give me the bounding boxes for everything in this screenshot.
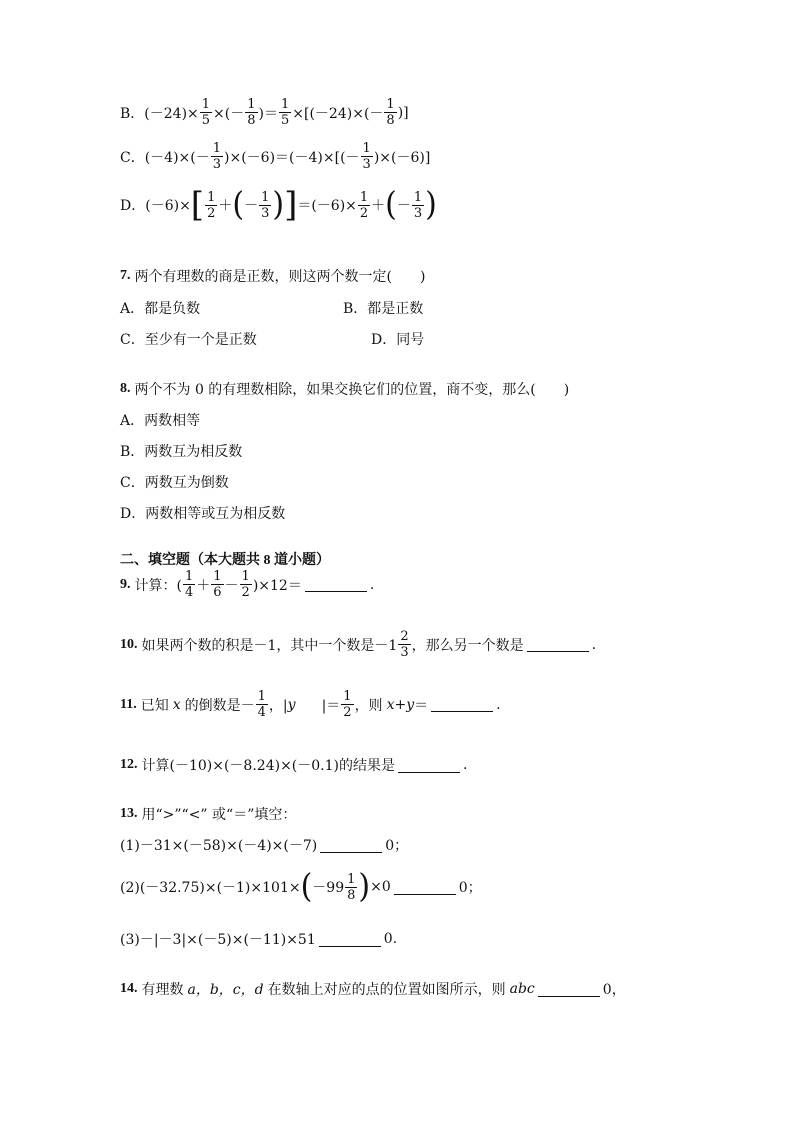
q14: 14. 有理数 a，b，c，d 在数轴上对应的点的位置如图所示，则 abc 0， xyxy=(120,981,626,998)
answer-blank[interactable] xyxy=(394,880,456,895)
fraction: $\frac{1}{4}$ xyxy=(184,569,194,600)
fraction: $\frac{2}{3}$ xyxy=(400,629,409,660)
fraction: $\frac{1}{2}$ xyxy=(359,189,369,221)
q11: 11. 已知 x 的倒数是－ $\frac{1}{4}$ ，| y |＝ $\frac{1}{2}$ ，则 x+y ＝ . xyxy=(120,689,501,720)
q6-option-c: C． (－4)×(－ $\frac{1}{3}$ )×(－6)＝(－4)×[(－ $\frac{1}{3}$ )×(－6)] xyxy=(120,141,431,172)
q7-stem: 7. 两个有理数的商是正数，则这两个数一定( ) xyxy=(120,268,426,285)
fraction: $\frac{1}{3}$ xyxy=(362,141,371,172)
fraction: $\frac{1}{5}$ xyxy=(281,97,290,128)
q13-part1: (1)－31×(－58)×(－4)×(－7) 0； xyxy=(120,838,409,854)
q7-option-c: C．至少有一个是正数 xyxy=(120,332,257,348)
fraction: $\frac{1}{6}$ xyxy=(213,569,222,600)
fraction: $\frac{1}{8}$ xyxy=(386,97,395,128)
q6-option-b: B． (－24)× $\frac{1}{5}$ ×(－ $\frac{1}{8}$ )＝ $\frac{1}{5}$ ×[(－24)×(－ $\frac{1}{8}$ )] xyxy=(120,97,409,128)
answer-blank[interactable] xyxy=(319,932,381,947)
q13-part3: (3)－|－3|×(－5)×(－11)×51 0. xyxy=(120,931,398,948)
fraction: $\frac{1}{3}$ xyxy=(212,141,222,172)
fraction: $\frac{1}{5}$ xyxy=(201,97,211,128)
q8-stem: 8. 两个不为 0 的有理数相除，如果交换它们的位置，商不变，那么( ) xyxy=(120,381,570,398)
fraction: $\frac{1}{8}$ xyxy=(347,871,356,903)
q7-option-d: D．同号 xyxy=(371,332,425,348)
q8-option-a: A．两数相等 xyxy=(120,413,201,429)
q8-option-b: B．两数互为相反数 xyxy=(120,444,243,460)
q9: 9. 计算：( $\frac{1}{4}$ ＋ $\frac{1}{6}$ － $\frac{1}{2}$ )×12＝ . xyxy=(120,569,375,600)
section-title: 二、填空题（本大题共 8 道小题） xyxy=(120,553,330,568)
q8-option-d: D．两数相等或互为相反数 xyxy=(120,506,286,522)
answer-blank[interactable] xyxy=(320,838,382,853)
fraction: $\frac{1}{8}$ xyxy=(247,97,256,128)
answer-blank[interactable] xyxy=(527,637,589,652)
fraction: $\frac{1}{3}$ xyxy=(261,189,270,221)
q6-option-d: D． (－6)× [ $\frac{1}{2}$ ＋ ( － $\frac{1}{3}$ ) ] ＝(－6)× $\frac{1}{2}$ ＋ ( － $\frac{1}{3}$ ) xyxy=(120,185,437,225)
q13-stem: 13. 用“>”“<” 或“＝”填空： xyxy=(120,806,297,823)
q12: 12. 计算(－10)×(－8.24)×(－0.1)的结果是 . xyxy=(120,757,468,774)
q13-part2: (2)(－32.75)×(－1)×101× ( －99 $\frac{1}{8}$ ) ×0 0； xyxy=(120,867,482,906)
q7-option-a: A．都是负数 xyxy=(120,301,201,317)
q10: 10. 如果两个数的积是－1，其中一个数是－1 $\frac{2}{3}$ ，那么另一个数是 . xyxy=(120,629,597,660)
fraction: $\frac{1}{2}$ xyxy=(343,689,352,720)
fraction: $\frac{1}{3}$ xyxy=(413,189,423,221)
q7-option-b: B．都是正数 xyxy=(343,301,424,317)
q8-option-c: C．两数互为倒数 xyxy=(120,475,229,491)
fraction: $\frac{1}{4}$ xyxy=(257,689,266,720)
fraction: $\frac{1}{2}$ xyxy=(241,569,250,600)
answer-blank[interactable] xyxy=(431,697,493,712)
fraction: $\frac{1}{2}$ xyxy=(207,189,216,221)
answer-blank[interactable] xyxy=(538,982,600,997)
answer-blank[interactable] xyxy=(398,758,460,773)
answer-blank[interactable] xyxy=(305,577,367,592)
